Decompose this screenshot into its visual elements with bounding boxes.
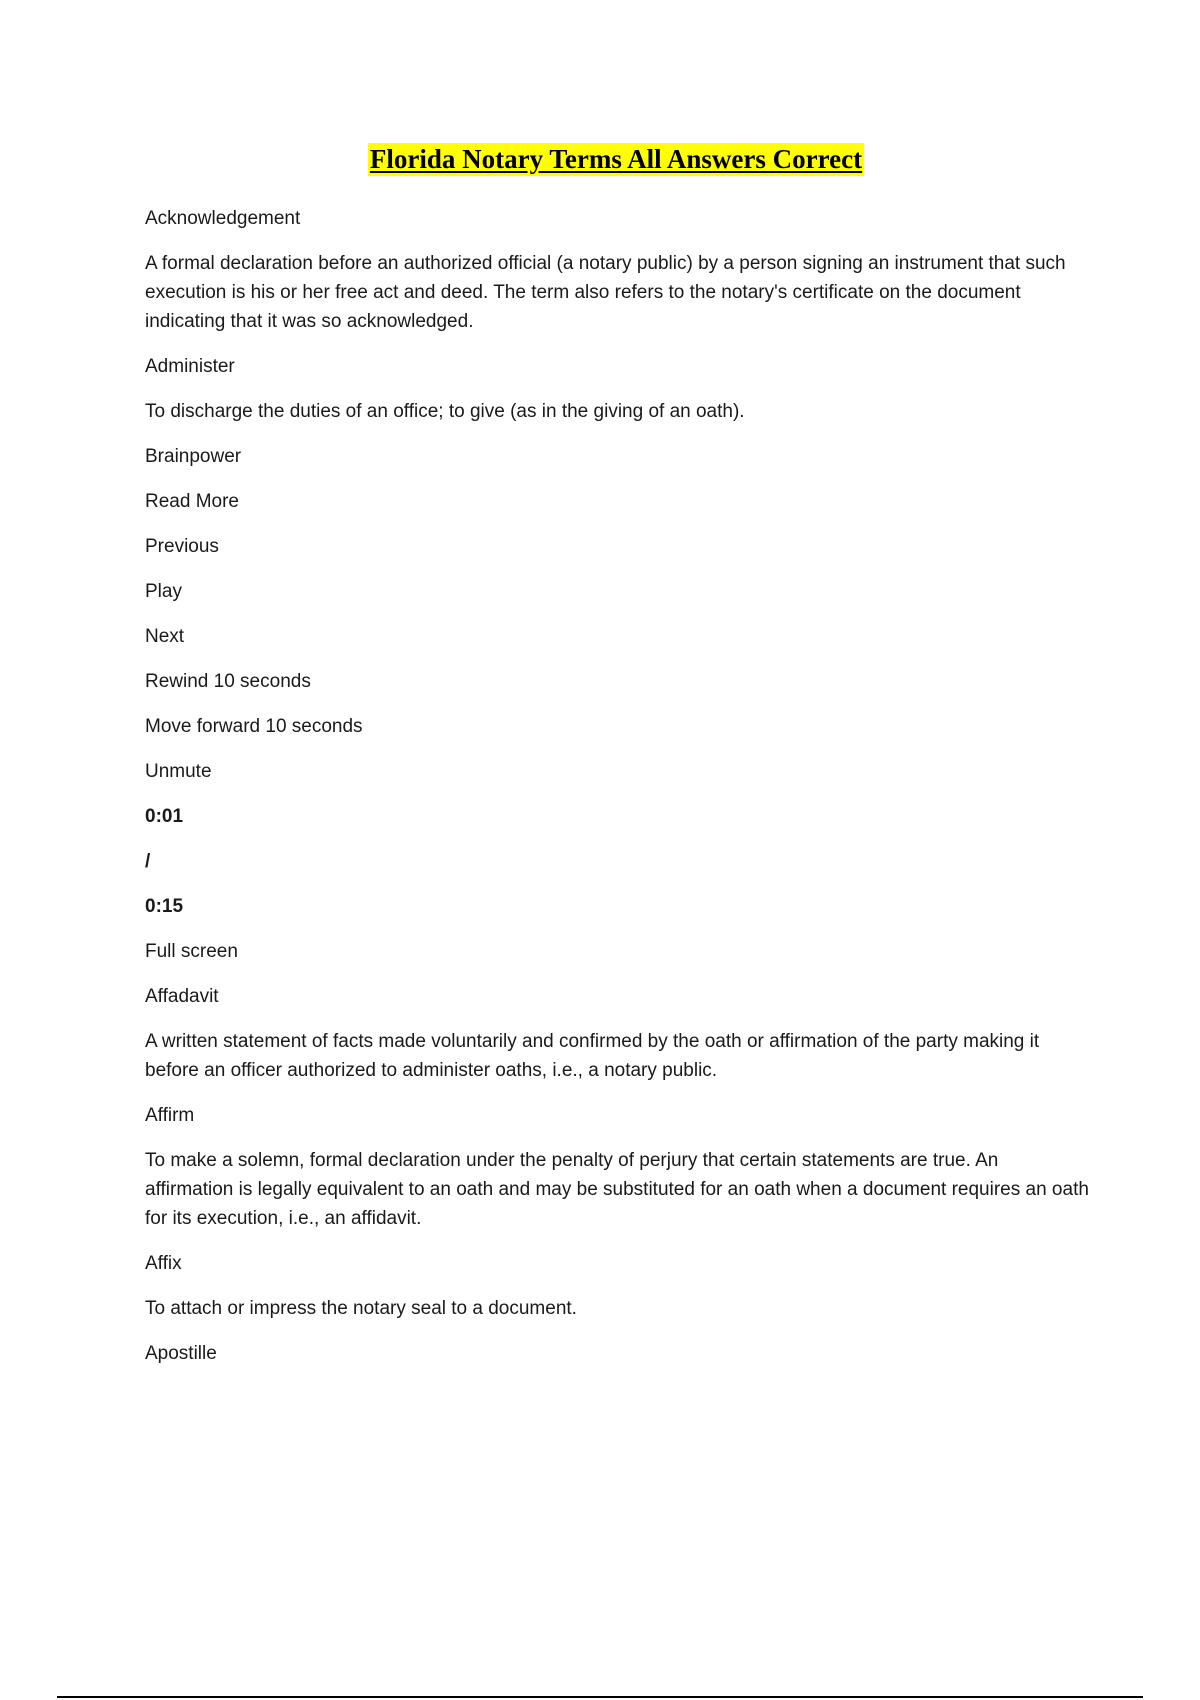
term-affirm: Affirm (145, 1105, 195, 1126)
time-current: 0:01 (145, 806, 184, 827)
title-container (0, 143, 1200, 176)
text-full-screen: Full screen (145, 941, 238, 962)
text-unmute: Unmute (145, 761, 212, 782)
term-acknowledgement: Acknowledgement (145, 208, 301, 229)
definition-acknowledgement: A formal declaration before an authorized official (a notary public) by a person signing an instrument that such execution is his or her free act and deed. The term also refers to the notary's certificate on the document indicating that it was so acknowledged. (145, 253, 1066, 332)
text-play: Play (145, 581, 182, 602)
text-move-forward: Move forward 10 seconds (145, 716, 363, 737)
document-body (145, 204, 1090, 1384)
footer-rule (57, 1696, 1143, 1698)
definition-administer: To discharge the duties of an office; to give (as in the giving of an oath). (145, 401, 745, 422)
text-read-more: Read More (145, 491, 239, 512)
term-affix: Affix (145, 1253, 182, 1274)
term-affadavit: Affadavit (145, 986, 219, 1007)
time-separator: / (145, 851, 151, 872)
text-rewind: Rewind 10 seconds (145, 671, 311, 692)
text-next: Next (145, 626, 185, 647)
text-previous: Previous (145, 536, 219, 557)
term-apostille: Apostille (145, 1343, 217, 1364)
time-duration: 0:15 (145, 896, 184, 917)
definition-affadavit: A written statement of facts made voluntarily and confirmed by the oath or affirmation of the party making it before an officer authorized to administer oaths, i.e., a notary public. (145, 1031, 1040, 1081)
text-brainpower: Brainpower (145, 446, 242, 467)
document-title: Florida Notary Terms All Answers Correct (369, 144, 863, 174)
definition-affirm: To make a solemn, formal declaration under the penalty of perjury that certain statements are true. An affirmation is legally equivalent to an oath and may be substituted for an oath when a document requires an oath for its execution, i.e., an affidavit. (145, 1150, 1089, 1229)
term-administer: Administer (145, 356, 235, 377)
definition-affix: To attach or impress the notary seal to a document. (145, 1298, 577, 1319)
